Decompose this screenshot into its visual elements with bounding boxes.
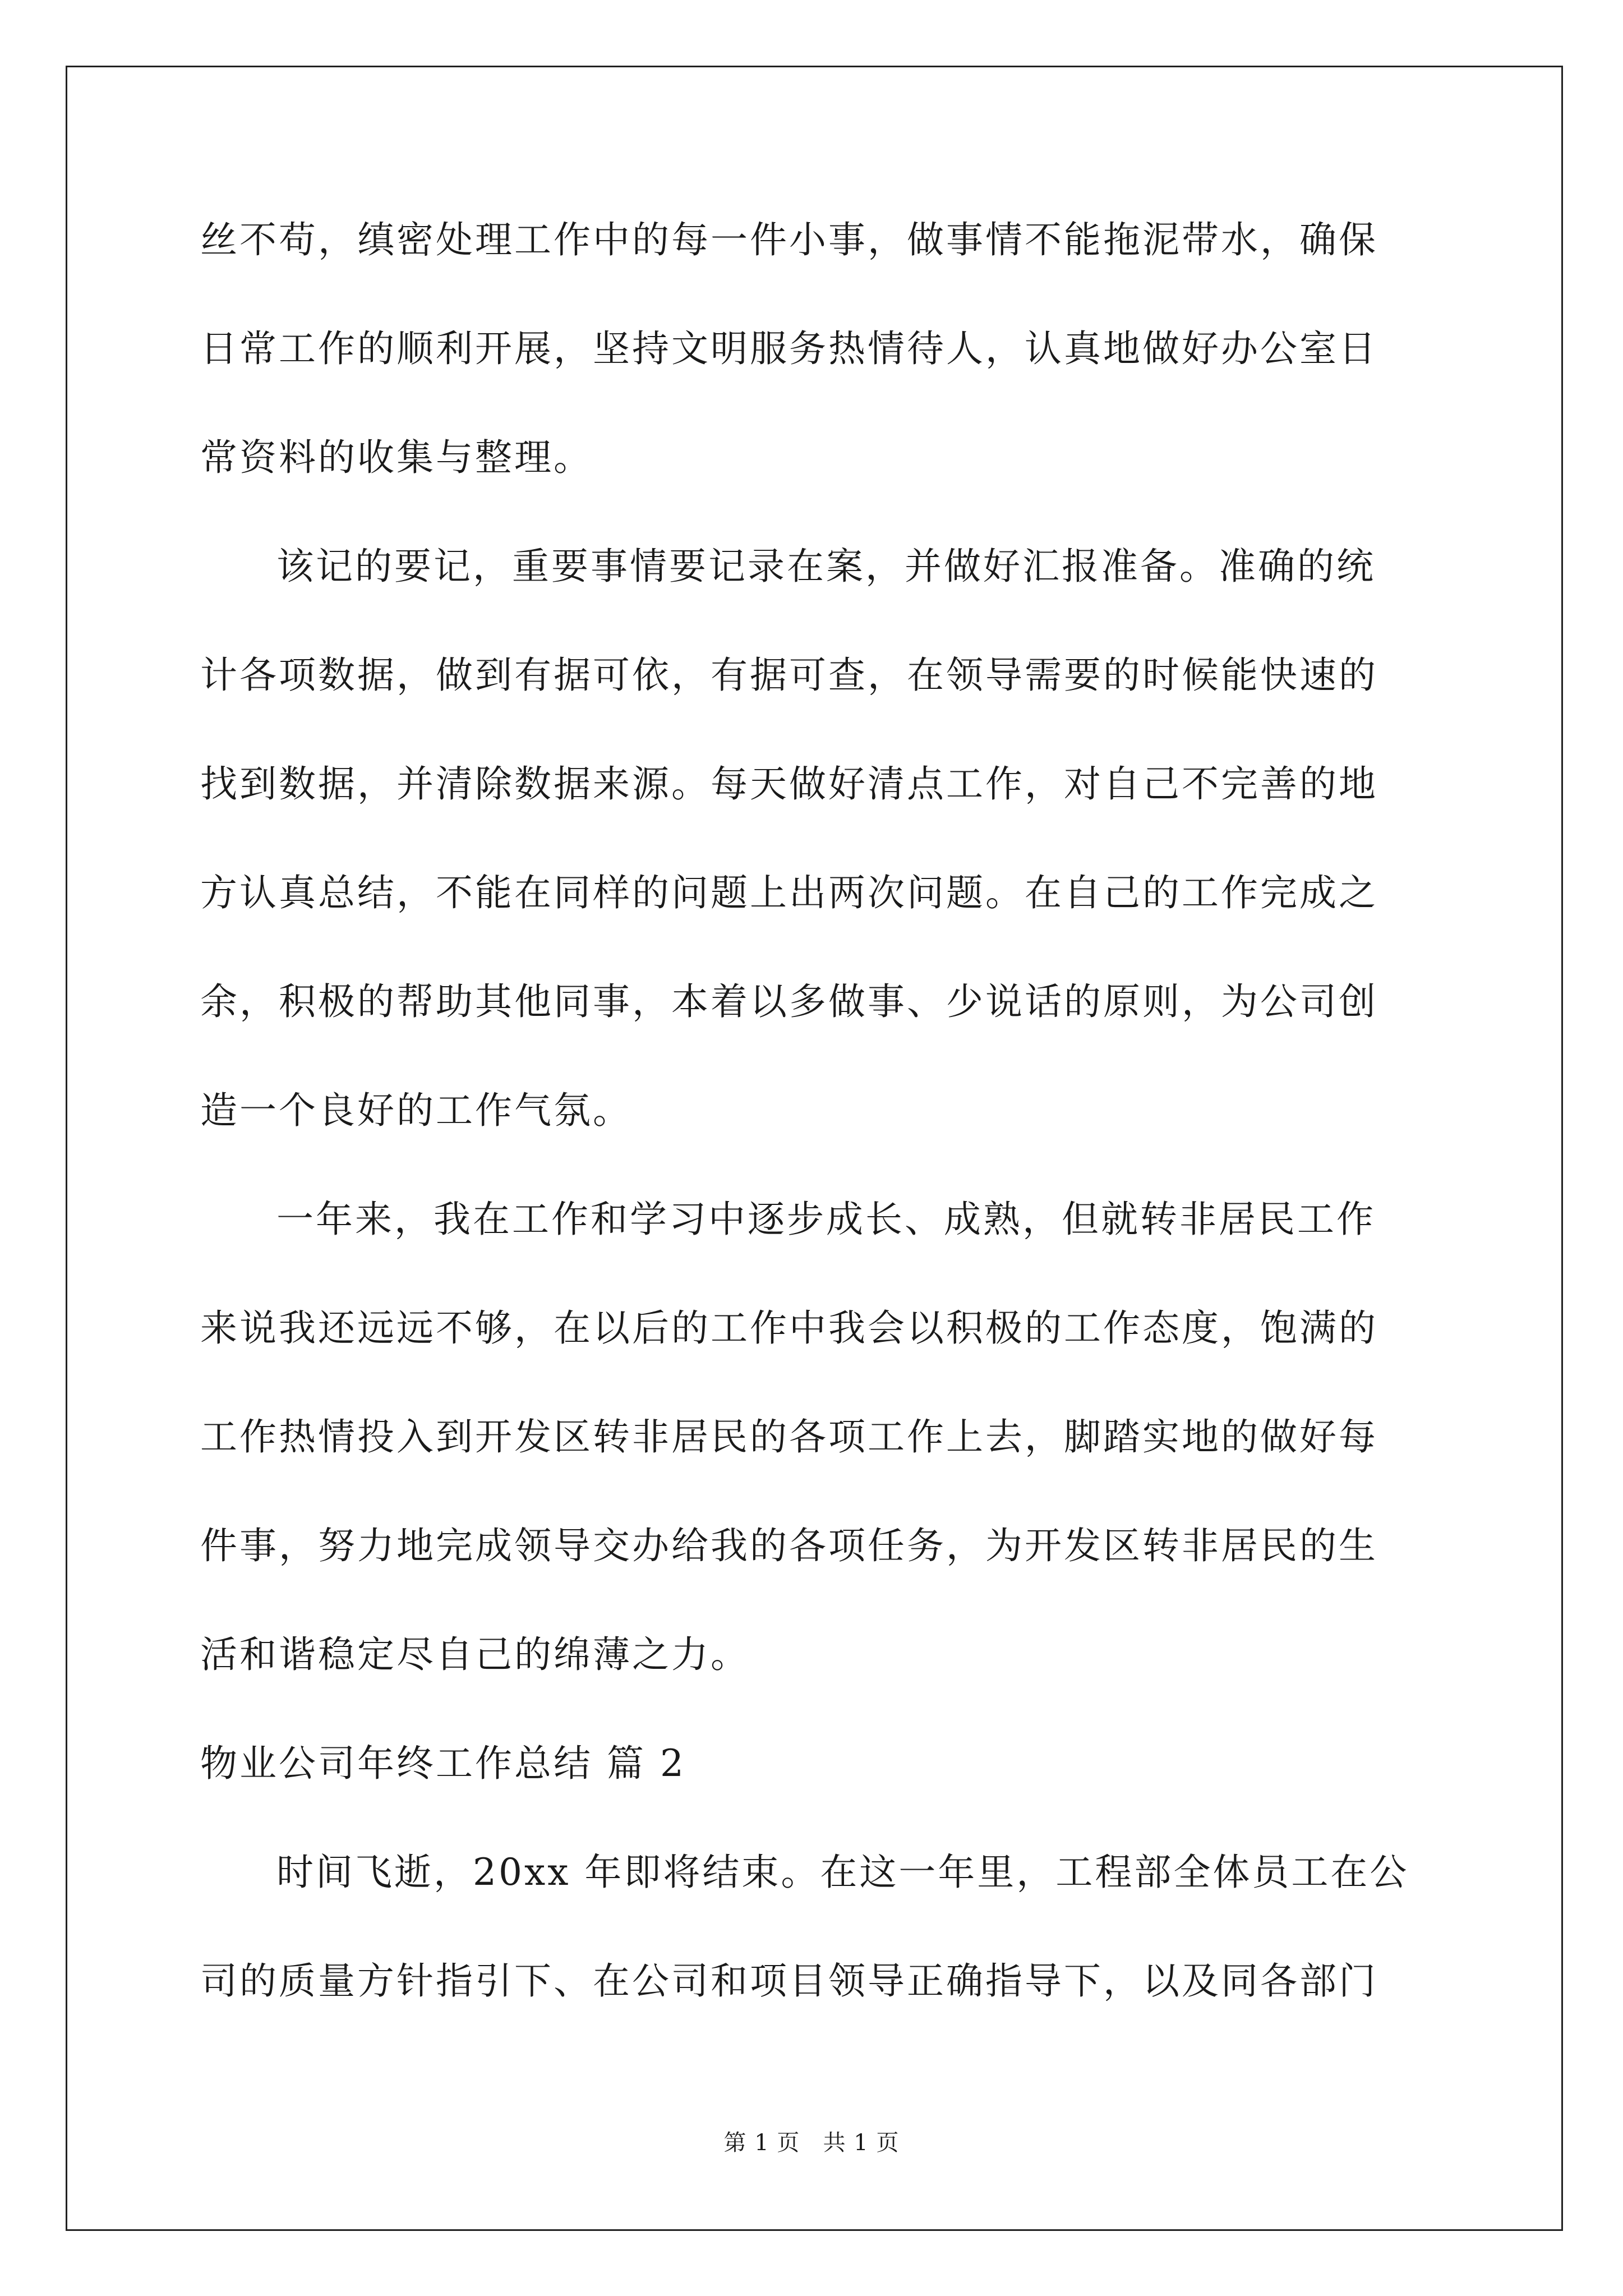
text-line: 活和谐稳定尽自己的绵薄之力。 [200,1633,750,1676]
text-line: 余，积极的帮助其他同事，本着以多做事、少说话的原则，为公司创 [200,980,1378,1023]
text-line: 找到数据，并清除数据来源。每天做好清点工作，对自己不完善的地 [200,762,1378,806]
paragraph-first-line: 该记的要记，重要事情要记录在案，并做好汇报准备。准确的统 [276,545,1376,588]
text-line: 工作热情投入到开发区转非居民的各项工作上去，脚踏实地的做好每 [200,1415,1378,1458]
paragraph-first-line: 一年来，我在工作和学习中逐步成长、成熟，但就转非居民工作 [276,1198,1376,1241]
text-line: 方认真总结，不能在同样的问题上出两次问题。在自己的工作完成之 [200,871,1378,914]
text-line: 计各项数据，做到有据可依，有据可查，在领导需要的时候能快速的 [200,654,1378,697]
paragraph-first-line: 时间飞逝，20xx 年即将结束。在这一年里，工程部全体员工在公 [276,1851,1409,1894]
text-line: 司的质量方针指引下、在公司和项目领导正确指导下，以及同各部门 [200,1959,1378,2003]
text-line: 丝不苟，缜密处理工作中的每一件小事，做事情不能拖泥带水，确保 [200,218,1378,261]
text-line: 件事，努力地完成领导交办给我的各项任务，为开发区转非居民的生 [200,1524,1378,1567]
document-body [200,213,1434,2063]
section-heading: 物业公司年终工作总结 篇 2 [200,1742,686,1785]
text-line: 造一个良好的工作气氛。 [200,1089,632,1132]
text-line: 日常工作的顺利开展，坚持文明服务热情待人，认真地做好办公室日 [200,327,1378,370]
text-line: 来说我还远远不够，在以后的工作中我会以积极的工作态度，饱满的 [200,1306,1378,1350]
page-number-footer: 第 1 页 共 1 页 [723,2130,900,2156]
text-line: 常资料的收集与整理。 [200,436,593,479]
